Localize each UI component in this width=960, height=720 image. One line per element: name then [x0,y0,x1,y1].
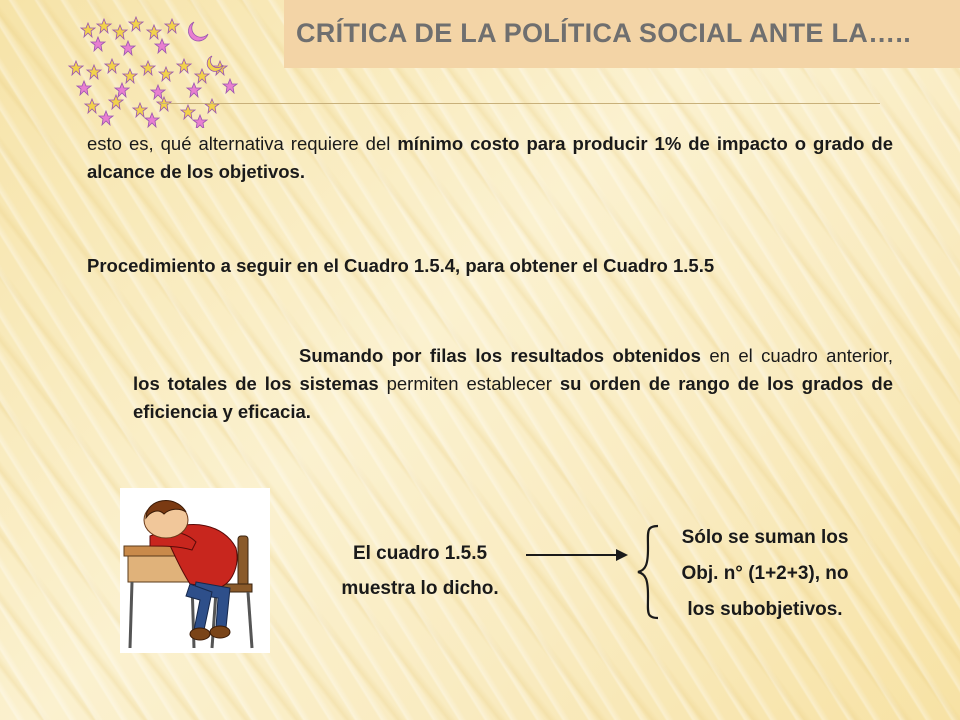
note-right-line-3: los subobjetivos. [687,599,843,620]
title-divider [160,103,880,104]
p3-bold-2: los totales de los sistemas [133,373,379,394]
slide-title: CRÍTICA DE LA POLÍTICA SOCIAL ANTE LA….. [296,18,911,48]
note-right-line-2: Obj. n° (1+2+3), no [681,563,849,584]
paragraph-procedure: Procedimiento a seguir en el Cuadro 1.5.4, para obtener el Cuadro 1.5.5 [87,255,715,276]
note-left-line-2: muestra lo dicho. [341,578,499,599]
p3-text-1: en el cuadro anterior, [700,345,893,366]
note-left-line-1: El cuadro 1.5.5 [352,543,488,564]
sleeping-student-image [120,488,270,653]
note-left [300,536,540,606]
stars-decoration [62,10,252,128]
p1-bold: mínimo costo para producir 1% de impacto o grado de alcance de los objetivos. [87,133,893,182]
paragraph-3 [133,342,893,426]
note-right-line-1: Sólo se suman los [681,527,849,548]
p3-bold-1: Sumando por filas los resultados obtenidos [299,345,701,366]
right-arrow-icon [522,540,632,570]
p1-text: esto es, qué alternativa requiere del [87,133,398,154]
paragraph-1 [87,130,893,186]
note-right [640,520,890,628]
p3-text-2: permiten establecer [378,373,560,394]
p3-bold-3: su orden de rango de los grados de eficiencia y eficacia. [133,373,893,422]
